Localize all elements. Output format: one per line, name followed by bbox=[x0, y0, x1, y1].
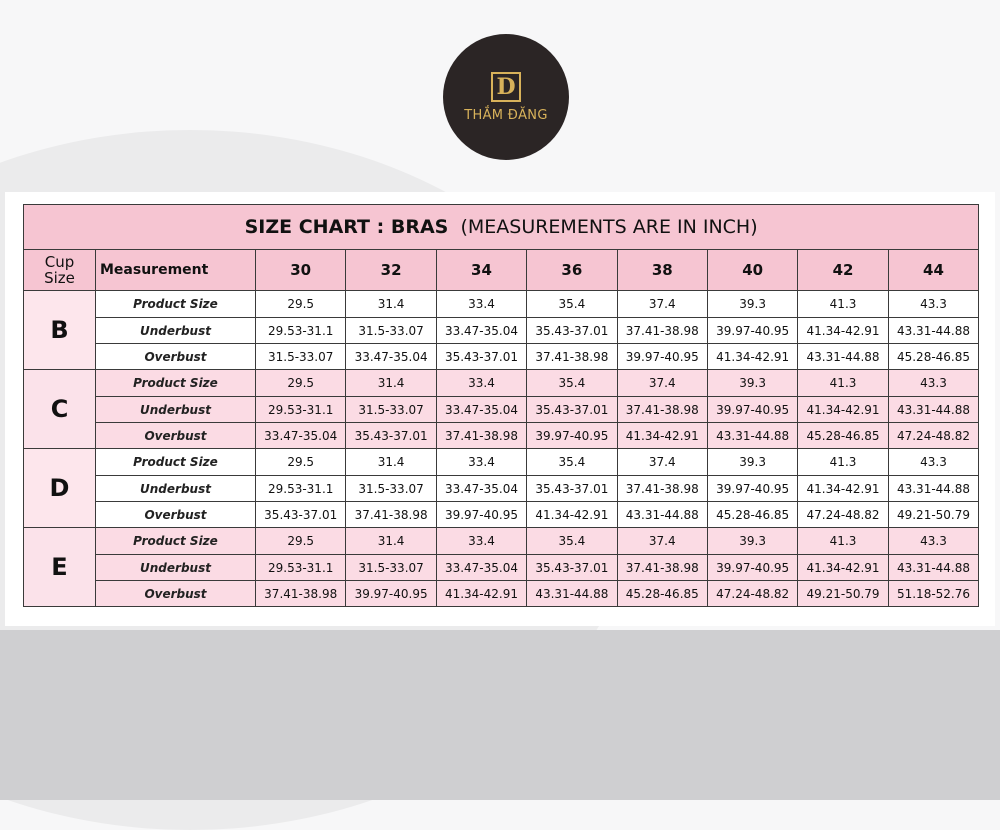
size-header-34: 34 bbox=[436, 250, 526, 291]
value-cell: 37.41-38.98 bbox=[436, 423, 526, 449]
value-cell: 31.4 bbox=[346, 528, 436, 555]
value-cell: 41.34-42.91 bbox=[436, 581, 526, 607]
background-band bbox=[0, 630, 1000, 800]
value-cell: 35.43-37.01 bbox=[346, 423, 436, 449]
cup-group-c bbox=[24, 370, 979, 449]
value-cell: 47.24-48.82 bbox=[888, 423, 979, 449]
header-row bbox=[24, 250, 979, 291]
cup-group-b bbox=[24, 291, 979, 370]
value-cell: 41.3 bbox=[798, 370, 888, 397]
value-cell: 41.3 bbox=[798, 528, 888, 555]
value-cell: 39.97-40.95 bbox=[707, 555, 797, 581]
value-cell: 41.3 bbox=[798, 291, 888, 318]
value-cell: 39.3 bbox=[707, 449, 797, 476]
value-cell: 29.5 bbox=[256, 449, 346, 476]
value-cell: 39.97-40.95 bbox=[707, 397, 797, 423]
value-cell: 29.5 bbox=[256, 528, 346, 555]
logo-monogram-icon: D bbox=[491, 72, 521, 102]
value-cell: 31.4 bbox=[346, 449, 436, 476]
table-row bbox=[24, 318, 979, 344]
value-cell: 35.43-37.01 bbox=[527, 476, 617, 502]
value-cell: 49.21-50.79 bbox=[888, 502, 979, 528]
value-cell: 41.34-42.91 bbox=[527, 502, 617, 528]
value-cell: 31.4 bbox=[346, 291, 436, 318]
value-cell: 39.97-40.95 bbox=[617, 344, 707, 370]
value-cell: 47.24-48.82 bbox=[707, 581, 797, 607]
value-cell: 39.97-40.95 bbox=[436, 502, 526, 528]
table-row bbox=[24, 370, 979, 397]
value-cell: 31.4 bbox=[346, 370, 436, 397]
brand-logo bbox=[443, 34, 569, 160]
size-chart-table bbox=[23, 204, 979, 607]
value-cell: 51.18-52.76 bbox=[888, 581, 979, 607]
value-cell: 33.4 bbox=[436, 370, 526, 397]
value-cell: 37.4 bbox=[617, 528, 707, 555]
value-cell: 37.41-38.98 bbox=[617, 476, 707, 502]
value-cell: 37.41-38.98 bbox=[617, 397, 707, 423]
measurement-label: Product Size bbox=[96, 528, 256, 555]
table-row bbox=[24, 502, 979, 528]
value-cell: 33.47-35.04 bbox=[436, 476, 526, 502]
value-cell: 31.5-33.07 bbox=[346, 397, 436, 423]
measurement-label: Overbust bbox=[96, 344, 256, 370]
value-cell: 45.28-46.85 bbox=[617, 581, 707, 607]
value-cell: 33.47-35.04 bbox=[346, 344, 436, 370]
cup-group-e bbox=[24, 528, 979, 607]
value-cell: 43.3 bbox=[888, 449, 979, 476]
value-cell: 43.31-44.88 bbox=[888, 476, 979, 502]
size-header-36: 36 bbox=[527, 250, 617, 291]
value-cell: 39.3 bbox=[707, 528, 797, 555]
value-cell: 41.34-42.91 bbox=[617, 423, 707, 449]
value-cell: 43.3 bbox=[888, 370, 979, 397]
cup-letter: E bbox=[24, 528, 96, 607]
value-cell: 35.4 bbox=[527, 370, 617, 397]
value-cell: 39.97-40.95 bbox=[707, 318, 797, 344]
size-header-30: 30 bbox=[256, 250, 346, 291]
cup-group-d bbox=[24, 449, 979, 528]
value-cell: 35.43-37.01 bbox=[527, 397, 617, 423]
measurement-label: Overbust bbox=[96, 502, 256, 528]
value-cell: 31.5-33.07 bbox=[346, 555, 436, 581]
value-cell: 31.5-33.07 bbox=[346, 318, 436, 344]
value-cell: 31.5-33.07 bbox=[256, 344, 346, 370]
value-cell: 35.4 bbox=[527, 449, 617, 476]
size-header-38: 38 bbox=[617, 250, 707, 291]
table-row bbox=[24, 291, 979, 318]
size-header-44: 44 bbox=[888, 250, 979, 291]
value-cell: 35.4 bbox=[527, 528, 617, 555]
cup-header-line1: Cup bbox=[44, 253, 75, 271]
value-cell: 45.28-46.85 bbox=[888, 344, 979, 370]
value-cell: 33.47-35.04 bbox=[436, 318, 526, 344]
value-cell: 45.28-46.85 bbox=[707, 502, 797, 528]
value-cell: 43.31-44.88 bbox=[707, 423, 797, 449]
value-cell: 39.3 bbox=[707, 291, 797, 318]
table-row bbox=[24, 397, 979, 423]
value-cell: 29.53-31.1 bbox=[256, 318, 346, 344]
value-cell: 35.4 bbox=[527, 291, 617, 318]
table-row bbox=[24, 555, 979, 581]
table-row bbox=[24, 476, 979, 502]
value-cell: 41.34-42.91 bbox=[798, 555, 888, 581]
value-cell: 33.47-35.04 bbox=[256, 423, 346, 449]
table-row bbox=[24, 528, 979, 555]
value-cell: 37.41-38.98 bbox=[617, 318, 707, 344]
value-cell: 39.97-40.95 bbox=[527, 423, 617, 449]
value-cell: 43.31-44.88 bbox=[798, 344, 888, 370]
value-cell: 45.28-46.85 bbox=[798, 423, 888, 449]
value-cell: 39.97-40.95 bbox=[346, 581, 436, 607]
value-cell: 39.3 bbox=[707, 370, 797, 397]
value-cell: 29.5 bbox=[256, 291, 346, 318]
measurement-label: Underbust bbox=[96, 397, 256, 423]
value-cell: 43.31-44.88 bbox=[888, 555, 979, 581]
cup-letter: B bbox=[24, 291, 96, 370]
value-cell: 41.34-42.91 bbox=[707, 344, 797, 370]
value-cell: 43.3 bbox=[888, 528, 979, 555]
table-title-main: SIZE CHART : BRAS bbox=[244, 216, 449, 238]
value-cell: 37.4 bbox=[617, 449, 707, 476]
value-cell: 47.24-48.82 bbox=[798, 502, 888, 528]
table-title-sub: (MEASUREMENTS ARE IN INCH) bbox=[460, 216, 758, 238]
cup-letter: D bbox=[24, 449, 96, 528]
value-cell: 29.53-31.1 bbox=[256, 555, 346, 581]
value-cell: 35.43-37.01 bbox=[256, 502, 346, 528]
cup-letter: C bbox=[24, 370, 96, 449]
value-cell: 49.21-50.79 bbox=[798, 581, 888, 607]
measurement-label: Overbust bbox=[96, 581, 256, 607]
value-cell: 41.34-42.91 bbox=[798, 318, 888, 344]
size-header-40: 40 bbox=[707, 250, 797, 291]
cup-header-line2: Size bbox=[44, 269, 75, 287]
value-cell: 41.34-42.91 bbox=[798, 397, 888, 423]
measurement-label: Underbust bbox=[96, 476, 256, 502]
measurement-label: Product Size bbox=[96, 291, 256, 318]
size-header-42: 42 bbox=[798, 250, 888, 291]
value-cell: 43.31-44.88 bbox=[527, 581, 617, 607]
value-cell: 37.4 bbox=[617, 370, 707, 397]
value-cell: 35.43-37.01 bbox=[527, 318, 617, 344]
size-header-32: 32 bbox=[346, 250, 436, 291]
measurement-label: Overbust bbox=[96, 423, 256, 449]
value-cell: 37.41-38.98 bbox=[617, 555, 707, 581]
value-cell: 39.97-40.95 bbox=[707, 476, 797, 502]
value-cell: 37.41-38.98 bbox=[346, 502, 436, 528]
value-cell: 43.31-44.88 bbox=[888, 318, 979, 344]
cup-size-header bbox=[24, 250, 96, 291]
value-cell: 35.43-37.01 bbox=[527, 555, 617, 581]
table-title bbox=[24, 205, 979, 250]
table-row bbox=[24, 581, 979, 607]
brand-name: THẮM ĐĂNG bbox=[464, 107, 548, 123]
measurement-label: Underbust bbox=[96, 555, 256, 581]
measurement-header: Measurement bbox=[96, 250, 256, 291]
value-cell: 33.47-35.04 bbox=[436, 555, 526, 581]
value-cell: 41.34-42.91 bbox=[798, 476, 888, 502]
value-cell: 43.3 bbox=[888, 291, 979, 318]
value-cell: 35.43-37.01 bbox=[436, 344, 526, 370]
value-cell: 29.5 bbox=[256, 370, 346, 397]
table-row bbox=[24, 423, 979, 449]
measurement-label: Product Size bbox=[96, 370, 256, 397]
value-cell: 33.4 bbox=[436, 449, 526, 476]
table-row bbox=[24, 344, 979, 370]
value-cell: 37.41-38.98 bbox=[256, 581, 346, 607]
table-row bbox=[24, 449, 979, 476]
measurement-label: Underbust bbox=[96, 318, 256, 344]
value-cell: 43.31-44.88 bbox=[617, 502, 707, 528]
value-cell: 41.3 bbox=[798, 449, 888, 476]
value-cell: 29.53-31.1 bbox=[256, 476, 346, 502]
value-cell: 33.4 bbox=[436, 291, 526, 318]
value-cell: 33.47-35.04 bbox=[436, 397, 526, 423]
value-cell: 29.53-31.1 bbox=[256, 397, 346, 423]
value-cell: 37.4 bbox=[617, 291, 707, 318]
value-cell: 33.4 bbox=[436, 528, 526, 555]
measurement-label: Product Size bbox=[96, 449, 256, 476]
value-cell: 31.5-33.07 bbox=[346, 476, 436, 502]
value-cell: 43.31-44.88 bbox=[888, 397, 979, 423]
value-cell: 37.41-38.98 bbox=[527, 344, 617, 370]
